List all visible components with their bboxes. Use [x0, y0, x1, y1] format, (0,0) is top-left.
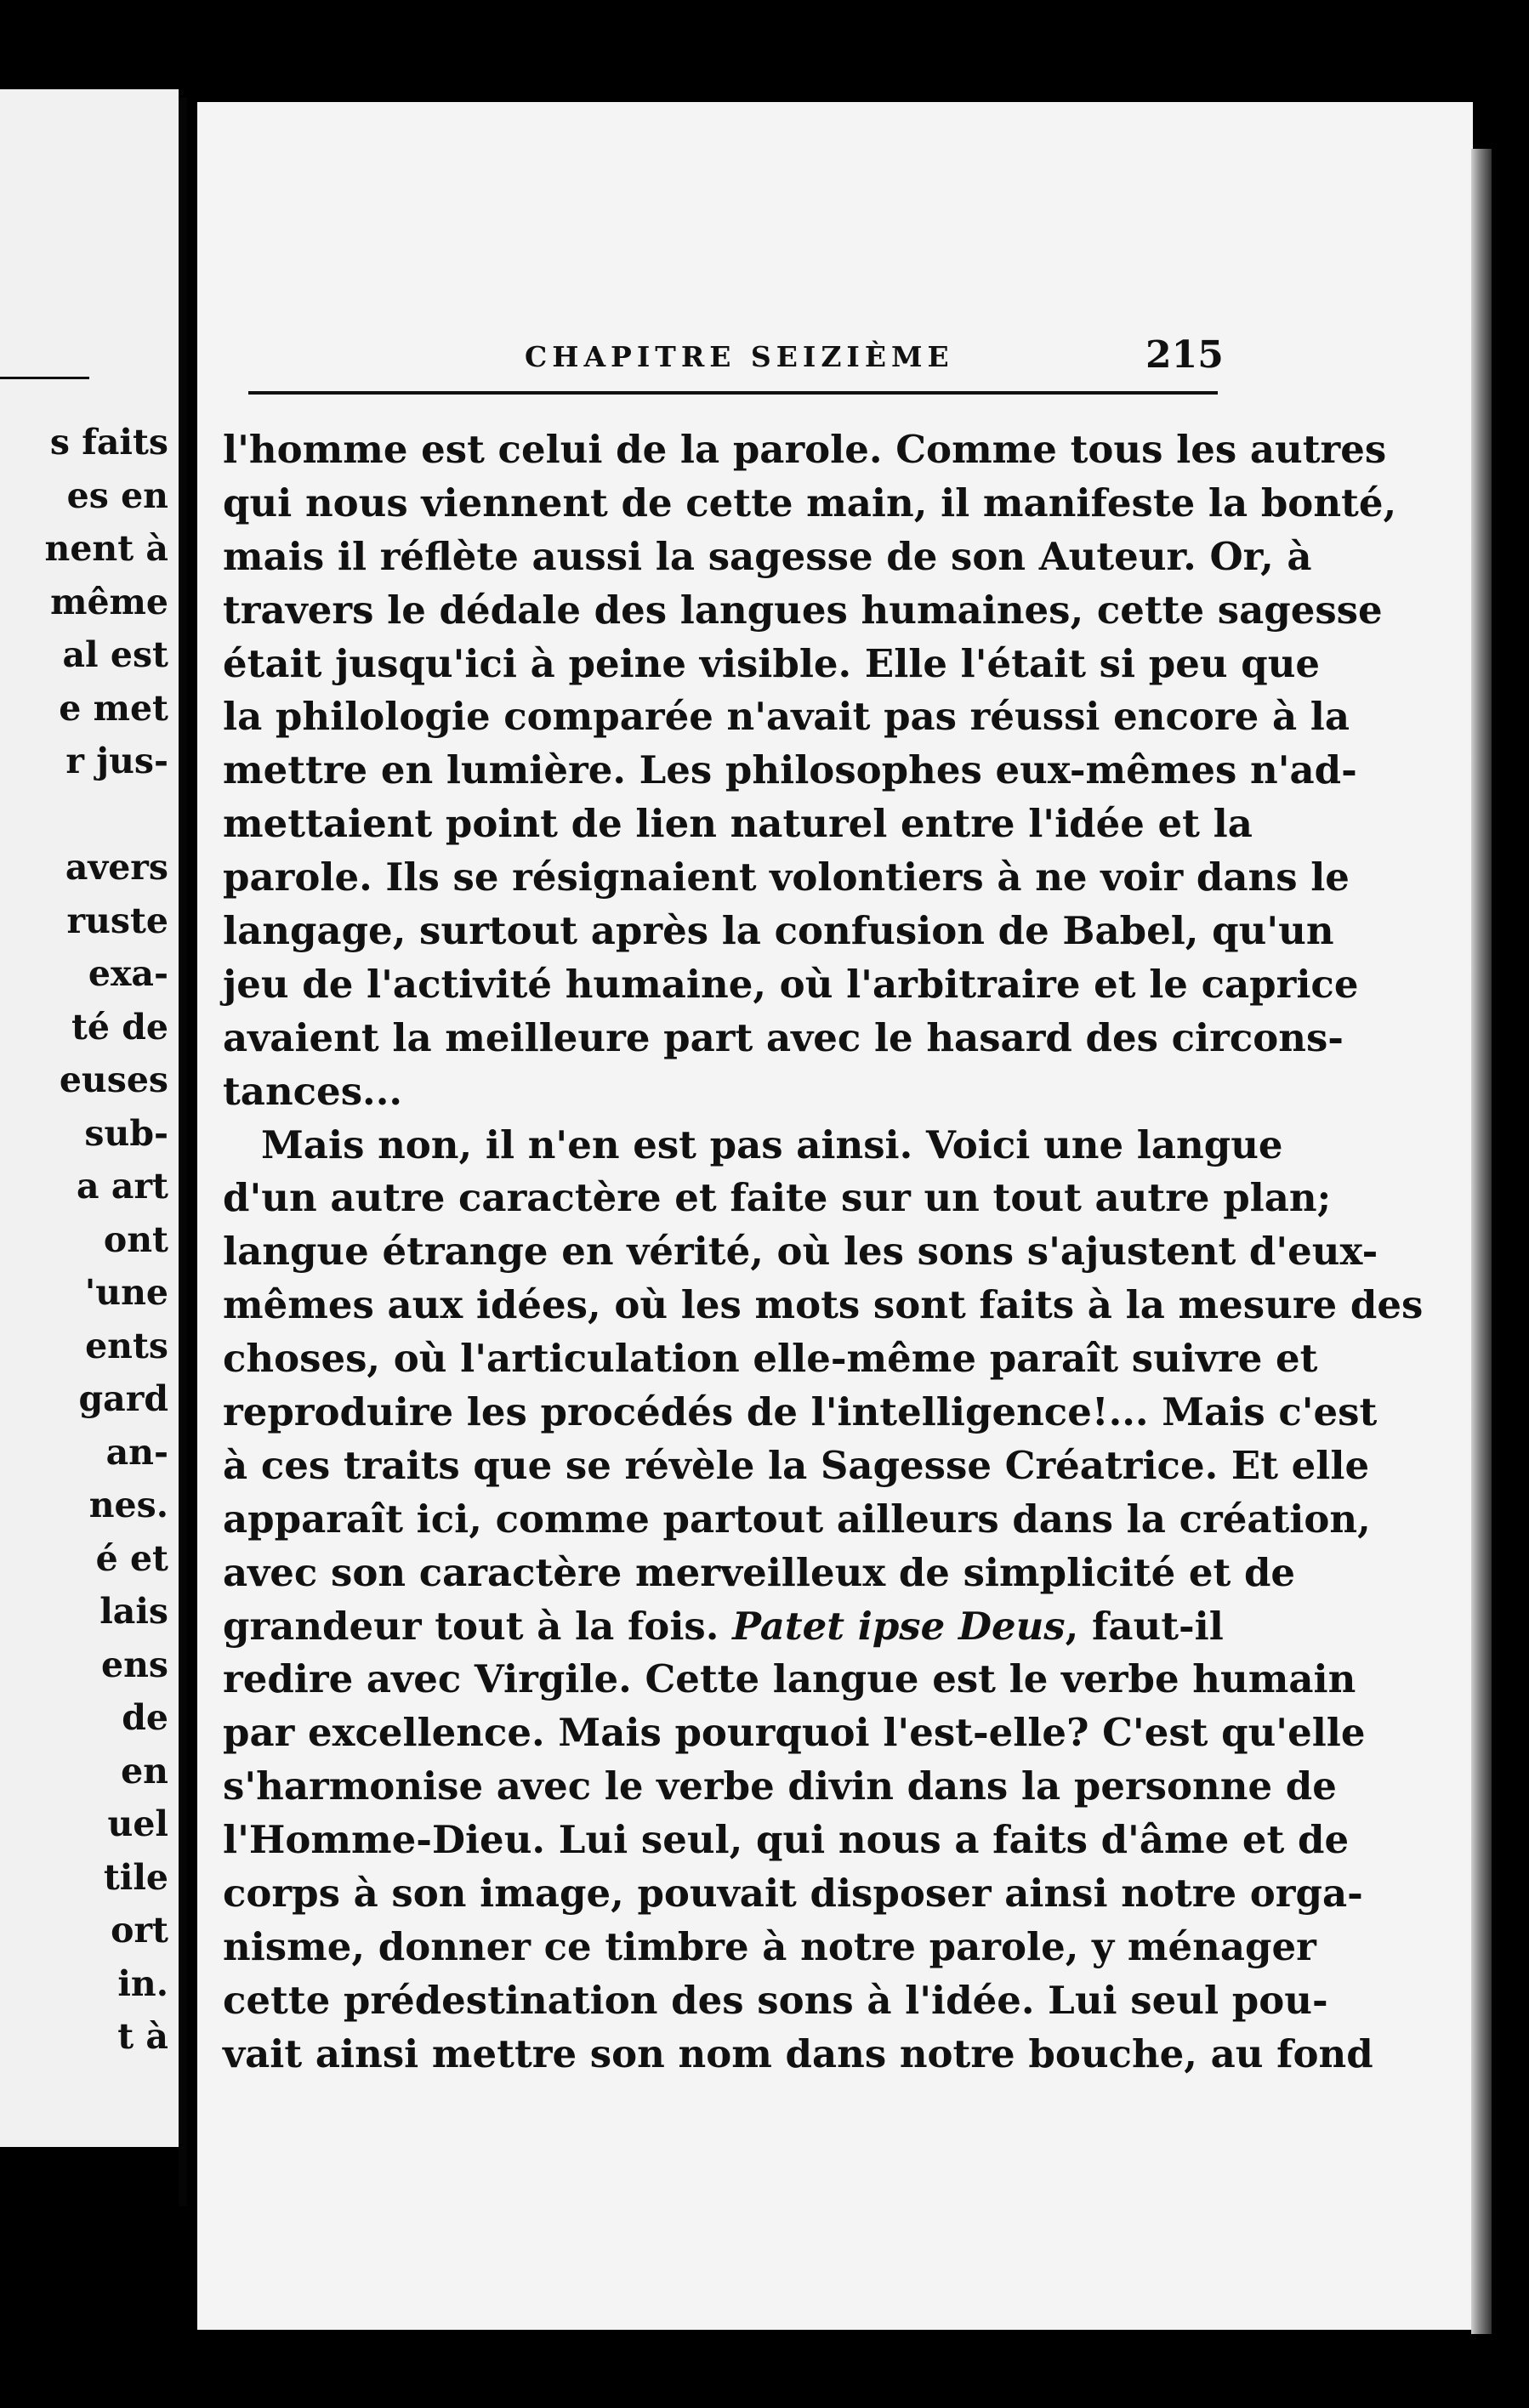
text-line: langage, surtout après la confusion de Babel, qu'un: [223, 908, 1334, 954]
left-page-line: té de: [71, 1006, 168, 1048]
chapter-title: CHAPITRE SEIZIÈME: [525, 340, 954, 373]
left-page-line: e met: [59, 687, 168, 729]
text-line: tances...: [223, 1068, 403, 1114]
text-line: parole. Ils se résignaient volontiers à ne voir dans le: [223, 855, 1350, 900]
text-line: à ces traits que se révèle la Sagesse Créatrice. Et elle: [223, 1442, 1370, 1488]
header-rule: [248, 391, 1218, 395]
left-page-line: a art: [77, 1166, 168, 1207]
left-page-line: en: [121, 1750, 168, 1792]
text-line: mêmes aux idées, où les mots sont faits à la mesure des: [223, 1282, 1424, 1328]
left-page-line: uel: [107, 1803, 168, 1844]
text-line: l'Homme-Dieu. Lui seul, qui nous a faits d'âme et de: [223, 1817, 1350, 1863]
left-page-line: même: [50, 581, 168, 622]
text-line: mettaient point de lien naturel entre l'idée et la: [223, 801, 1253, 847]
text-line: jeu de l'activité humaine, où l'arbitraire et le caprice: [223, 961, 1359, 1007]
left-page-rule: [0, 377, 89, 379]
page-edge-shadow: [1471, 149, 1492, 2334]
left-page-line: s faits: [49, 422, 168, 463]
text-line: d'un autre caractère et faite sur un tout autre plan;: [223, 1175, 1332, 1221]
left-page-line: gard: [78, 1378, 168, 1419]
text-line: travers le dédale des langues humaines, cette sagesse: [223, 587, 1383, 633]
text-line: cette prédestination des sons à l'idée. Lui seul pou-: [223, 1977, 1328, 2023]
left-page-line: lais: [99, 1591, 168, 1632]
left-page-line: ens: [101, 1644, 168, 1685]
text-line: était jusqu'ici à peine visible. Elle l'était si peu que: [223, 640, 1321, 686]
text-line: qui nous viennent de cette main, il manifeste la bonté,: [223, 480, 1397, 525]
left-page-line: avers: [65, 847, 168, 888]
left-page-line: sub-: [84, 1112, 168, 1154]
text-line: mettre en lumière. Les philosophes eux-mêmes n'ad-: [223, 747, 1357, 793]
page: [197, 102, 1473, 2330]
text-line: Mais non, il n'en est pas ainsi. Voici une langue: [261, 1122, 1283, 1167]
text-line: reproduire les procédés de l'intelligence!... Mais c'est: [223, 1389, 1378, 1435]
left-page-line: es en: [66, 474, 168, 516]
left-page-line: ont: [103, 1218, 168, 1260]
text-line: l'homme est celui de la parole. Comme tous les autres: [223, 427, 1387, 472]
text-line: mais il réflète aussi la sagesse de son Auteur. Or, à: [223, 533, 1312, 579]
left-page-line: ents: [85, 1325, 168, 1366]
text-line: la philologie comparée n'avait pas réussi encore à la: [223, 694, 1350, 740]
left-page-line: de: [122, 1697, 168, 1738]
left-page-fragment: [0, 89, 179, 2147]
text-line: nisme, donner ce timbre à notre parole, y ménager: [223, 1923, 1316, 1969]
left-page-line: an-: [105, 1431, 168, 1473]
text-segment: grandeur tout à la fois.: [223, 1603, 733, 1649]
text-line: avaient la meilleure part avec le hasard des circons-: [223, 1014, 1344, 1060]
left-page-line: é et: [95, 1537, 168, 1579]
left-page-line: exa-: [88, 953, 168, 994]
left-page-line: 'une: [84, 1272, 168, 1313]
left-page-line: ruste: [66, 900, 168, 941]
latin-quote: Patet ipse Deus: [732, 1603, 1066, 1649]
left-page-line: nes.: [88, 1485, 168, 1525]
text-line: par excellence. Mais pourquoi l'est-elle? C'est qu'elle: [223, 1710, 1366, 1756]
text-segment: , faut-il: [1065, 1603, 1224, 1649]
left-page-line: in.: [117, 1962, 168, 2004]
left-page-line: al est: [62, 634, 168, 675]
text-line: s'harmonise avec le verbe divin dans la personne de: [223, 1763, 1337, 1809]
left-page-line: r jus-: [65, 741, 168, 781]
text-line: avec son caractère merveilleux de simplicité et de: [223, 1549, 1296, 1595]
running-header: [197, 333, 1473, 391]
left-page-line: ort: [111, 1910, 168, 1951]
text-line: apparaît ici, comme partout ailleurs dans la création,: [223, 1496, 1371, 1542]
text-line: choses, où l'articulation elle-même paraît suivre et: [223, 1336, 1318, 1382]
page-number: 215: [1145, 333, 1224, 377]
text-line: [223, 1600, 1224, 1654]
left-page-line: nent à: [44, 528, 168, 569]
left-page-line: t à: [117, 2016, 168, 2057]
body-text: [223, 423, 1424, 2081]
text-line: vait ainsi mettre son nom dans notre bouche, au fond: [223, 2030, 1373, 2076]
text-line: langue étrange en vérité, où les sons s'ajustent d'eux-: [223, 1229, 1378, 1275]
left-page-line: euses: [59, 1059, 168, 1100]
text-line: redire avec Virgile. Cette langue est le verbe humain: [223, 1656, 1356, 1702]
book-gutter: [179, 98, 187, 2206]
left-page-line: tile: [103, 1856, 168, 1898]
text-line: corps à son image, pouvait disposer ainsi notre orga-: [223, 1871, 1363, 1917]
